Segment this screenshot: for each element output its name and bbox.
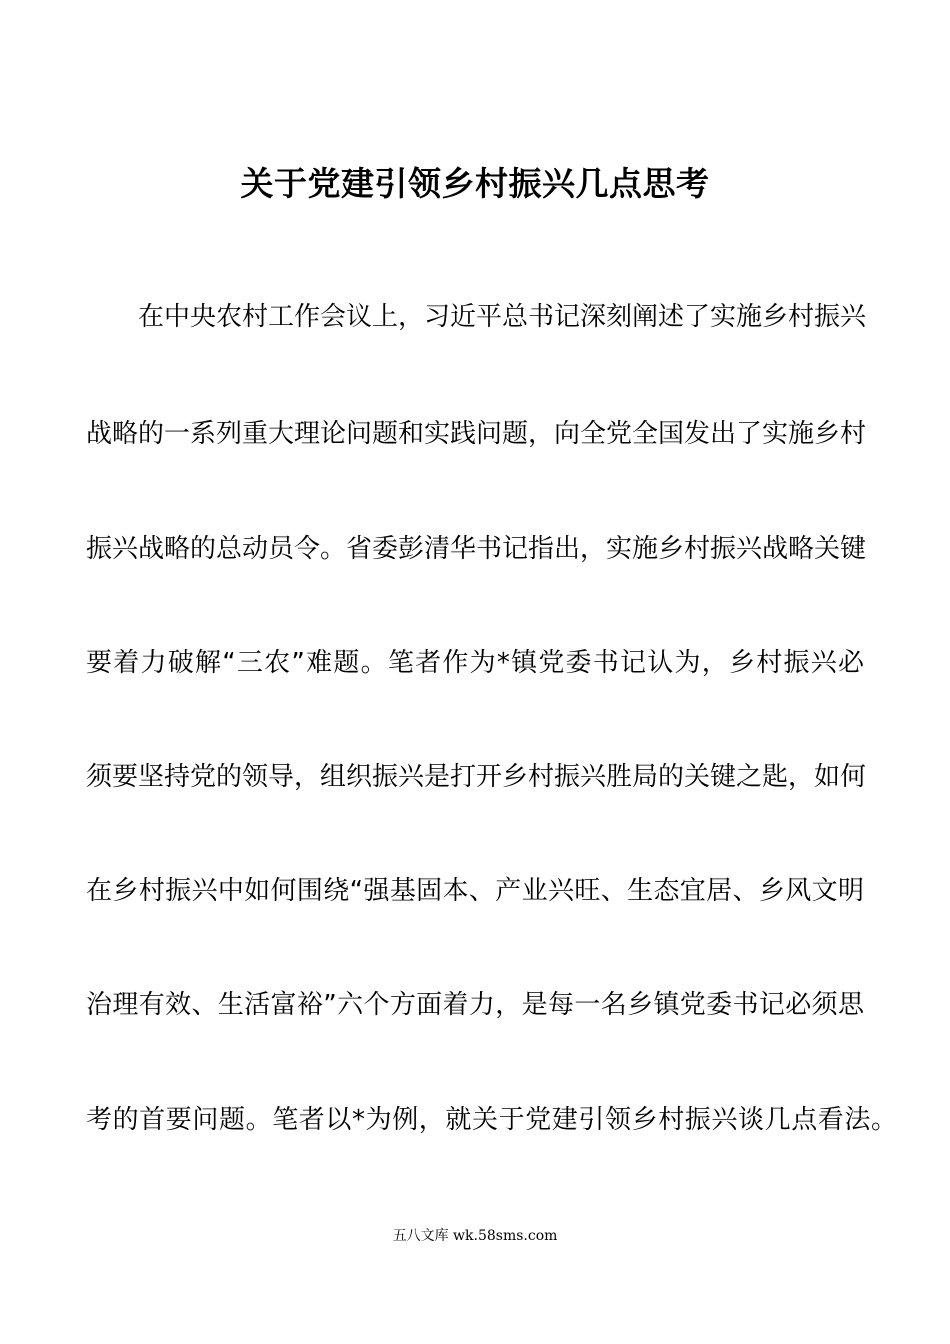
paragraph-line: 要着力破解“三农”难题。笔者作为*镇党委书记认为，乡村振兴必 xyxy=(86,648,864,678)
paragraph-line: 在中央农村工作会议上，习近平总书记深刻阐述了实施乡村振兴 xyxy=(138,302,867,332)
paragraph-line: 振兴战略的总动员令。省委彭清华书记指出，实施乡村振兴战略关键 xyxy=(86,534,867,564)
paragraph-line: 治理有效、生活富裕”六个方面着力，是每一名乡镇党委书记必须思 xyxy=(86,990,864,1020)
document-title: 关于党建引领乡村振兴几点思考 xyxy=(240,164,710,203)
paragraph-line: 须要坚持党的领导，组织振兴是打开乡村振兴胜局的关键之匙，如何 xyxy=(86,762,867,792)
paragraph-line: 考的首要问题。笔者以*为例，就关于党建引领乡村振兴谈几点看法。 xyxy=(86,1105,898,1135)
footer-watermark: 五八文库 wk.58sms.com xyxy=(392,1228,558,1244)
paragraph-line: 在乡村振兴中如何围绕“强基固本、产业兴旺、生态宜居、乡风文明 xyxy=(86,876,864,906)
paragraph-line: 战略的一系列重大理论问题和实践问题，向全党全国发出了实施乡村 xyxy=(86,419,867,449)
